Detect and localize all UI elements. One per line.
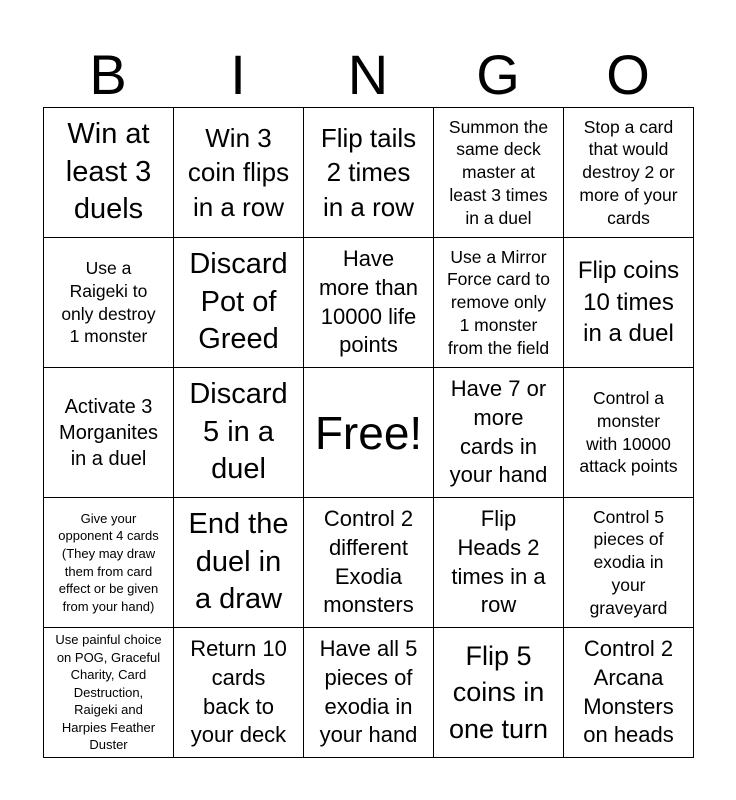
bingo-cell-r3-c4[interactable] [434,368,564,498]
cell-text: Control 2 different Exodia monsters [323,506,414,618]
bingo-cell-r3-c1[interactable] [44,368,174,498]
cell-text: Control 5 pieces of exodia in your graveyard [589,506,668,618]
cell-text: Have more than 10000 life points [318,246,419,358]
bingo-cell-r4-c2[interactable] [174,498,304,628]
cell-text: Control 2 Arcana Monsters on heads [583,636,674,748]
bingo-cell-r5-c1[interactable] [44,628,174,758]
cell-text: Give your opponent 4 cards (They may draw them from card effect or be given from your hand) [58,510,159,614]
cell-text: Flip tails 2 times in a row [320,122,417,222]
bingo-cell-r2-c2[interactable] [174,238,304,368]
bingo-cell-r1-c3[interactable] [304,108,434,238]
cell-text: Flip coins 10 times in a duel [577,256,680,348]
cell-text: Stop a card that would destroy 2 or more of your cards [579,116,678,228]
free-space-text: Free! [314,406,423,459]
header-letter-o: O [606,43,650,106]
cell-text: Discard 5 in a duel [189,377,288,486]
bingo-cell-r1-c2[interactable] [174,108,304,238]
bingo-cell-r1-c5[interactable] [564,108,694,238]
header-letter-g: G [476,43,520,106]
bingo-cell-r3-c2[interactable] [174,368,304,498]
bingo-cell-r5-c5[interactable] [564,628,694,758]
cell-text: Use a Mirror Force card to remove only 1 monster from the field [446,246,551,358]
bingo-cell-r5-c4[interactable] [434,628,564,758]
bingo-cell-r2-c4[interactable] [434,238,564,368]
bingo-cell-r4-c1[interactable] [44,498,174,628]
cell-text: Win 3 coin flips in a row [187,122,290,222]
cell-text: Have 7 or more cards in your hand [449,376,548,488]
bingo-cell-r5-c3[interactable] [304,628,434,758]
cell-text: Summon the same deck master at least 3 times in a duel [448,116,549,228]
bingo-cell-r4-c4[interactable] [434,498,564,628]
cell-text: Return 10 cards back to your deck [190,636,287,748]
cell-text: Control a monster with 10000 attack points [579,388,678,477]
cell-text: Use a Raigeki to only destroy 1 monster [61,258,156,347]
header-letter-i: I [230,43,246,106]
cell-text: Flip 5 coins in one turn [448,640,549,744]
header-letter-n: N [347,43,389,106]
bingo-cell-r2-c5[interactable] [564,238,694,368]
bingo-cell-r1-c1[interactable] [44,108,174,238]
bingo-cell-r4-c3[interactable] [304,498,434,628]
bingo-cell-r2-c3[interactable] [304,238,434,368]
bingo-cell-free[interactable] [304,368,434,498]
cell-text: End the duel in a draw [188,507,289,616]
header-letter-b: B [89,43,127,106]
cell-text: Activate 3 Morganites in a duel [59,395,158,470]
cell-text: Flip Heads 2 times in a row [451,506,546,618]
bingo-cell-r2-c1[interactable] [44,238,174,368]
bingo-cell-r3-c5[interactable] [564,368,694,498]
cell-text: Discard Pot of Greed [189,247,288,356]
bingo-cell-r4-c5[interactable] [564,498,694,628]
cell-text: Use painful choice on POG, Graceful Charity, Card Destruction, Raigeki and Harpies Feather Duster [55,632,162,753]
cell-text: Win at least 3 duels [65,117,152,226]
bingo-cell-r5-c2[interactable] [174,628,304,758]
bingo-board [43,107,694,758]
bingo-header [43,44,693,106]
cell-text: Have all 5 pieces of exodia in your hand [319,636,418,748]
bingo-cell-r1-c4[interactable] [434,108,564,238]
